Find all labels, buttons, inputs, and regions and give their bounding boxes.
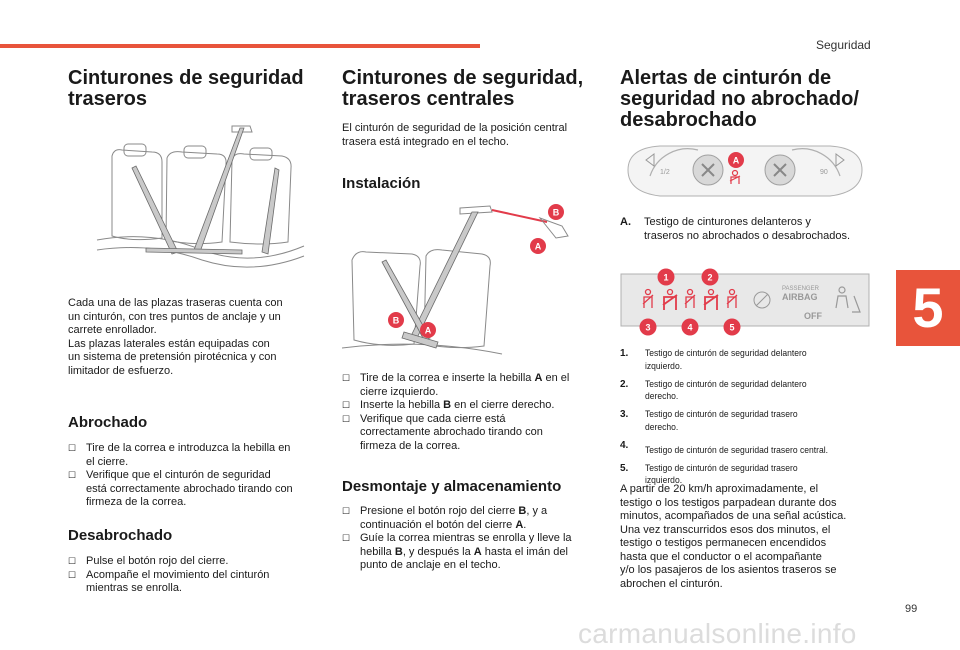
text-line: Testigo de cinturón de seguridad trasero central. <box>645 444 828 456</box>
text-line: Testigo de cinturón de seguridad delantero <box>645 378 807 390</box>
title-line: Cinturones de seguridad <box>68 67 304 89</box>
center-belt-illustration <box>342 200 582 360</box>
list-item <box>620 348 880 374</box>
badge-label: B <box>552 207 560 218</box>
badge-b-top <box>548 204 564 220</box>
dial-label-right: 90 <box>820 169 828 176</box>
rear-belts-intro <box>68 297 318 378</box>
intro-paragraph <box>68 297 318 378</box>
fastening-heading: Abrochado <box>68 414 148 431</box>
text-run: Verifique que cada cierre está <box>360 412 506 425</box>
title-line: traseros centrales <box>342 88 515 110</box>
seatbelt-warning-panel <box>620 266 874 338</box>
list-item: ☐ Verifique que cada cierre está correctamente abrochado tirando con firmeza de la correa. <box>342 412 543 452</box>
text-line: un sistema de pretensión pirotécnica y con <box>68 351 277 363</box>
text-line: Verifique que el cinturón de seguridad <box>86 469 271 481</box>
item-number: 5. <box>620 462 629 474</box>
text-line: Pulse el botón rojo del cierre. <box>86 555 229 567</box>
text-line: traseros no abrochados o desabrochados. <box>644 229 851 242</box>
text-line: derecho. <box>645 391 679 402</box>
list-item: ☐ Inserte la hebilla B en el cierre derecho. <box>342 399 555 411</box>
text-run: A <box>534 372 543 384</box>
text-line: mientras se enrolla. <box>86 582 182 594</box>
text-line: firmeza de la correa. <box>86 496 187 508</box>
badge-a-top <box>530 238 546 254</box>
text-line: está correctamente abrochado tirando con <box>86 482 293 495</box>
page-number: 99 <box>905 603 918 615</box>
text-line: abrochen el cinturón. <box>620 577 723 590</box>
list-item <box>620 379 880 405</box>
text-line: Las plazas laterales están equipadas con <box>68 337 270 350</box>
text-run: A <box>473 545 482 558</box>
unfastening-heading: Desabrochado <box>68 527 173 544</box>
list-item <box>620 440 880 458</box>
watermark: carmanualsonline.info <box>578 618 857 649</box>
text-line: y/o los pasajeros de los asientos traseros se <box>620 564 837 576</box>
text-line: un cinturón, con tres puntos de anclaje y un <box>68 310 281 323</box>
removal-heading: Desmontaje y almacenamiento <box>342 478 562 495</box>
title-line: desabrochado <box>620 109 757 131</box>
badge-label: B <box>392 315 400 326</box>
badge-1 <box>658 269 675 286</box>
text-line: Testigo de cinturón de seguridad delantero <box>645 348 807 359</box>
text-line: A partir de 20 km/h aproximadamente, el <box>620 483 819 495</box>
legend-key: A. <box>620 216 631 228</box>
text-run: , y después la <box>402 545 474 558</box>
text-run: B <box>443 399 452 411</box>
badge-label: A <box>534 241 542 252</box>
passenger-label: PASSENGER <box>782 286 819 292</box>
title-line: Cinturones de seguridad, <box>342 67 584 89</box>
text-line: Testigo de cinturón de seguridad trasero <box>645 462 798 474</box>
section-title: Seguridad <box>816 38 871 52</box>
title-line: Alertas de cinturón de <box>620 67 832 89</box>
legend-text <box>644 216 880 243</box>
badge-a-bottom <box>420 322 436 338</box>
rear-belts-title <box>68 68 318 110</box>
text-run: en el cierre derecho. <box>451 399 555 411</box>
rear-seat-illustration <box>92 118 310 278</box>
text-line: hasta que el conductor o el acompañante <box>620 550 822 563</box>
list-item <box>620 409 880 435</box>
text-line: El cinturón de seguridad de la posición central <box>342 122 568 134</box>
dial-label-left: 1/2 <box>660 169 670 176</box>
alert-description <box>620 483 880 591</box>
badge-label: 3 <box>645 322 651 333</box>
installation-steps <box>342 372 604 453</box>
column-belt-alerts <box>620 68 880 131</box>
text-line: carrete enrollador. <box>68 324 157 336</box>
list-item: ☐ Acompañe el movimiento del cinturón mientras se enrolla. <box>68 568 270 594</box>
installation-heading: Instalación <box>342 175 421 192</box>
list-item: ☐ Tire de la correa e inserte la hebilla A en el cierre izquierdo. <box>342 372 570 398</box>
text-run: hasta el imán del <box>481 545 568 558</box>
text-run: A <box>515 518 524 531</box>
text-line: trasera está integrado en el techo. <box>342 135 509 148</box>
badge-5 <box>724 319 741 336</box>
text-line: testigo o los testigos parpadean durante dos <box>620 496 837 509</box>
list-item: ☐ Presione el botón rojo del cierre B, y a continuación el botón del cierre A. <box>342 505 548 531</box>
text-run: Guíe la correa mientras se enrolla y lleve la <box>360 532 572 544</box>
item-number: 1. <box>620 348 629 359</box>
text-line: Tire de la correa e introduzca la hebilla en <box>86 442 291 454</box>
text-line: Testigo de cinturones delanteros y <box>644 216 811 228</box>
badge-label: 5 <box>729 322 735 333</box>
closing-paragraph <box>620 483 880 591</box>
badge-label: A <box>732 155 740 166</box>
item-number: 4. <box>620 439 629 451</box>
fastening-section <box>68 414 318 510</box>
title-line: seguridad no abrochado/ <box>620 88 859 110</box>
list-item: ☐ Tire de la correa e introduzca la hebilla en el cierre. <box>68 442 291 468</box>
belt-alerts-title <box>620 68 880 131</box>
off-label: OFF <box>804 311 822 321</box>
list-item: ☐ Pulse el botón rojo del cierre. <box>68 555 229 567</box>
text-line: Acompañe el movimiento del cinturón <box>86 568 270 581</box>
text-line: Testigo de cinturón de seguridad trasero derecho. <box>645 409 798 433</box>
text-line: izquierdo. <box>645 360 683 372</box>
instrument-cluster-illustration <box>620 140 870 202</box>
installation-list <box>342 372 604 453</box>
badge-label: 1 <box>663 272 669 283</box>
item-number: 2. <box>620 378 629 390</box>
text-run: Presione el botón rojo del cierre <box>360 505 519 517</box>
text-line: el cierre. <box>86 455 129 468</box>
item-number: 3. <box>620 409 629 420</box>
text-run: Tire de la correa e inserte la hebilla <box>360 372 535 384</box>
badge-2 <box>702 269 719 286</box>
text-line: Cada una de las plazas traseras cuenta con <box>68 297 283 309</box>
text-run: , y a <box>526 505 548 517</box>
removal-section <box>342 478 604 573</box>
column-rear-belts <box>68 68 318 110</box>
chapter-tab: 5 <box>896 270 960 346</box>
header-accent-bar <box>0 44 480 48</box>
warning-lamp-list <box>620 348 880 493</box>
text-line: testigo o testigos permanecen encendidos <box>620 537 827 549</box>
text-run: correctamente abrochado tirando con <box>360 426 543 438</box>
airbag-label: AIRBAG <box>782 292 818 302</box>
title-line: traseros <box>68 88 147 110</box>
text-run: Inserte la hebilla <box>360 399 444 411</box>
fastening-list <box>68 442 318 510</box>
text-line: izquierdo. <box>645 475 683 486</box>
text-line: limitador de esfuerzo. <box>68 364 174 377</box>
text-run: hebilla <box>360 545 395 558</box>
text-run: cierre izquierdo. <box>360 385 439 398</box>
text-run: B <box>394 545 403 558</box>
text-run: B <box>518 505 527 517</box>
badge-b-bottom <box>388 312 404 328</box>
badge-label: A <box>424 325 432 336</box>
center-belts-intro <box>342 122 604 149</box>
unfastening-list <box>68 555 318 596</box>
center-belts-title <box>342 68 604 110</box>
removal-list <box>342 505 604 573</box>
text-run: en el <box>542 372 570 384</box>
list-item: ☐ Verifique que el cinturón de seguridad está correctamente abrochado tirando con firmeza de la correa. <box>68 469 293 508</box>
text-line: minutos, acompañados de una señal acústica. <box>620 510 847 522</box>
text-run: firmeza de la correa. <box>360 439 461 452</box>
text-run: continuación el botón del cierre <box>360 518 516 531</box>
badge-label: 2 <box>707 272 713 283</box>
badge-3 <box>640 319 657 336</box>
text-line: Una vez transcurridos esos dos minutos, el <box>620 523 831 536</box>
text-run: . <box>523 518 527 531</box>
badge-label: 4 <box>687 322 693 333</box>
badge-a-cluster <box>728 152 744 168</box>
column-center-belts <box>342 68 604 192</box>
badge-4 <box>682 319 699 336</box>
text-run: punto de anclaje en el techo. <box>360 559 501 571</box>
legend-a <box>620 216 880 243</box>
unfastening-section <box>68 527 318 596</box>
list-item: ☐ Guíe la correa mientras se enrolla y lleve la hebilla B, y después la A hasta el imán del punto de anclaje en el techo. <box>342 532 572 571</box>
